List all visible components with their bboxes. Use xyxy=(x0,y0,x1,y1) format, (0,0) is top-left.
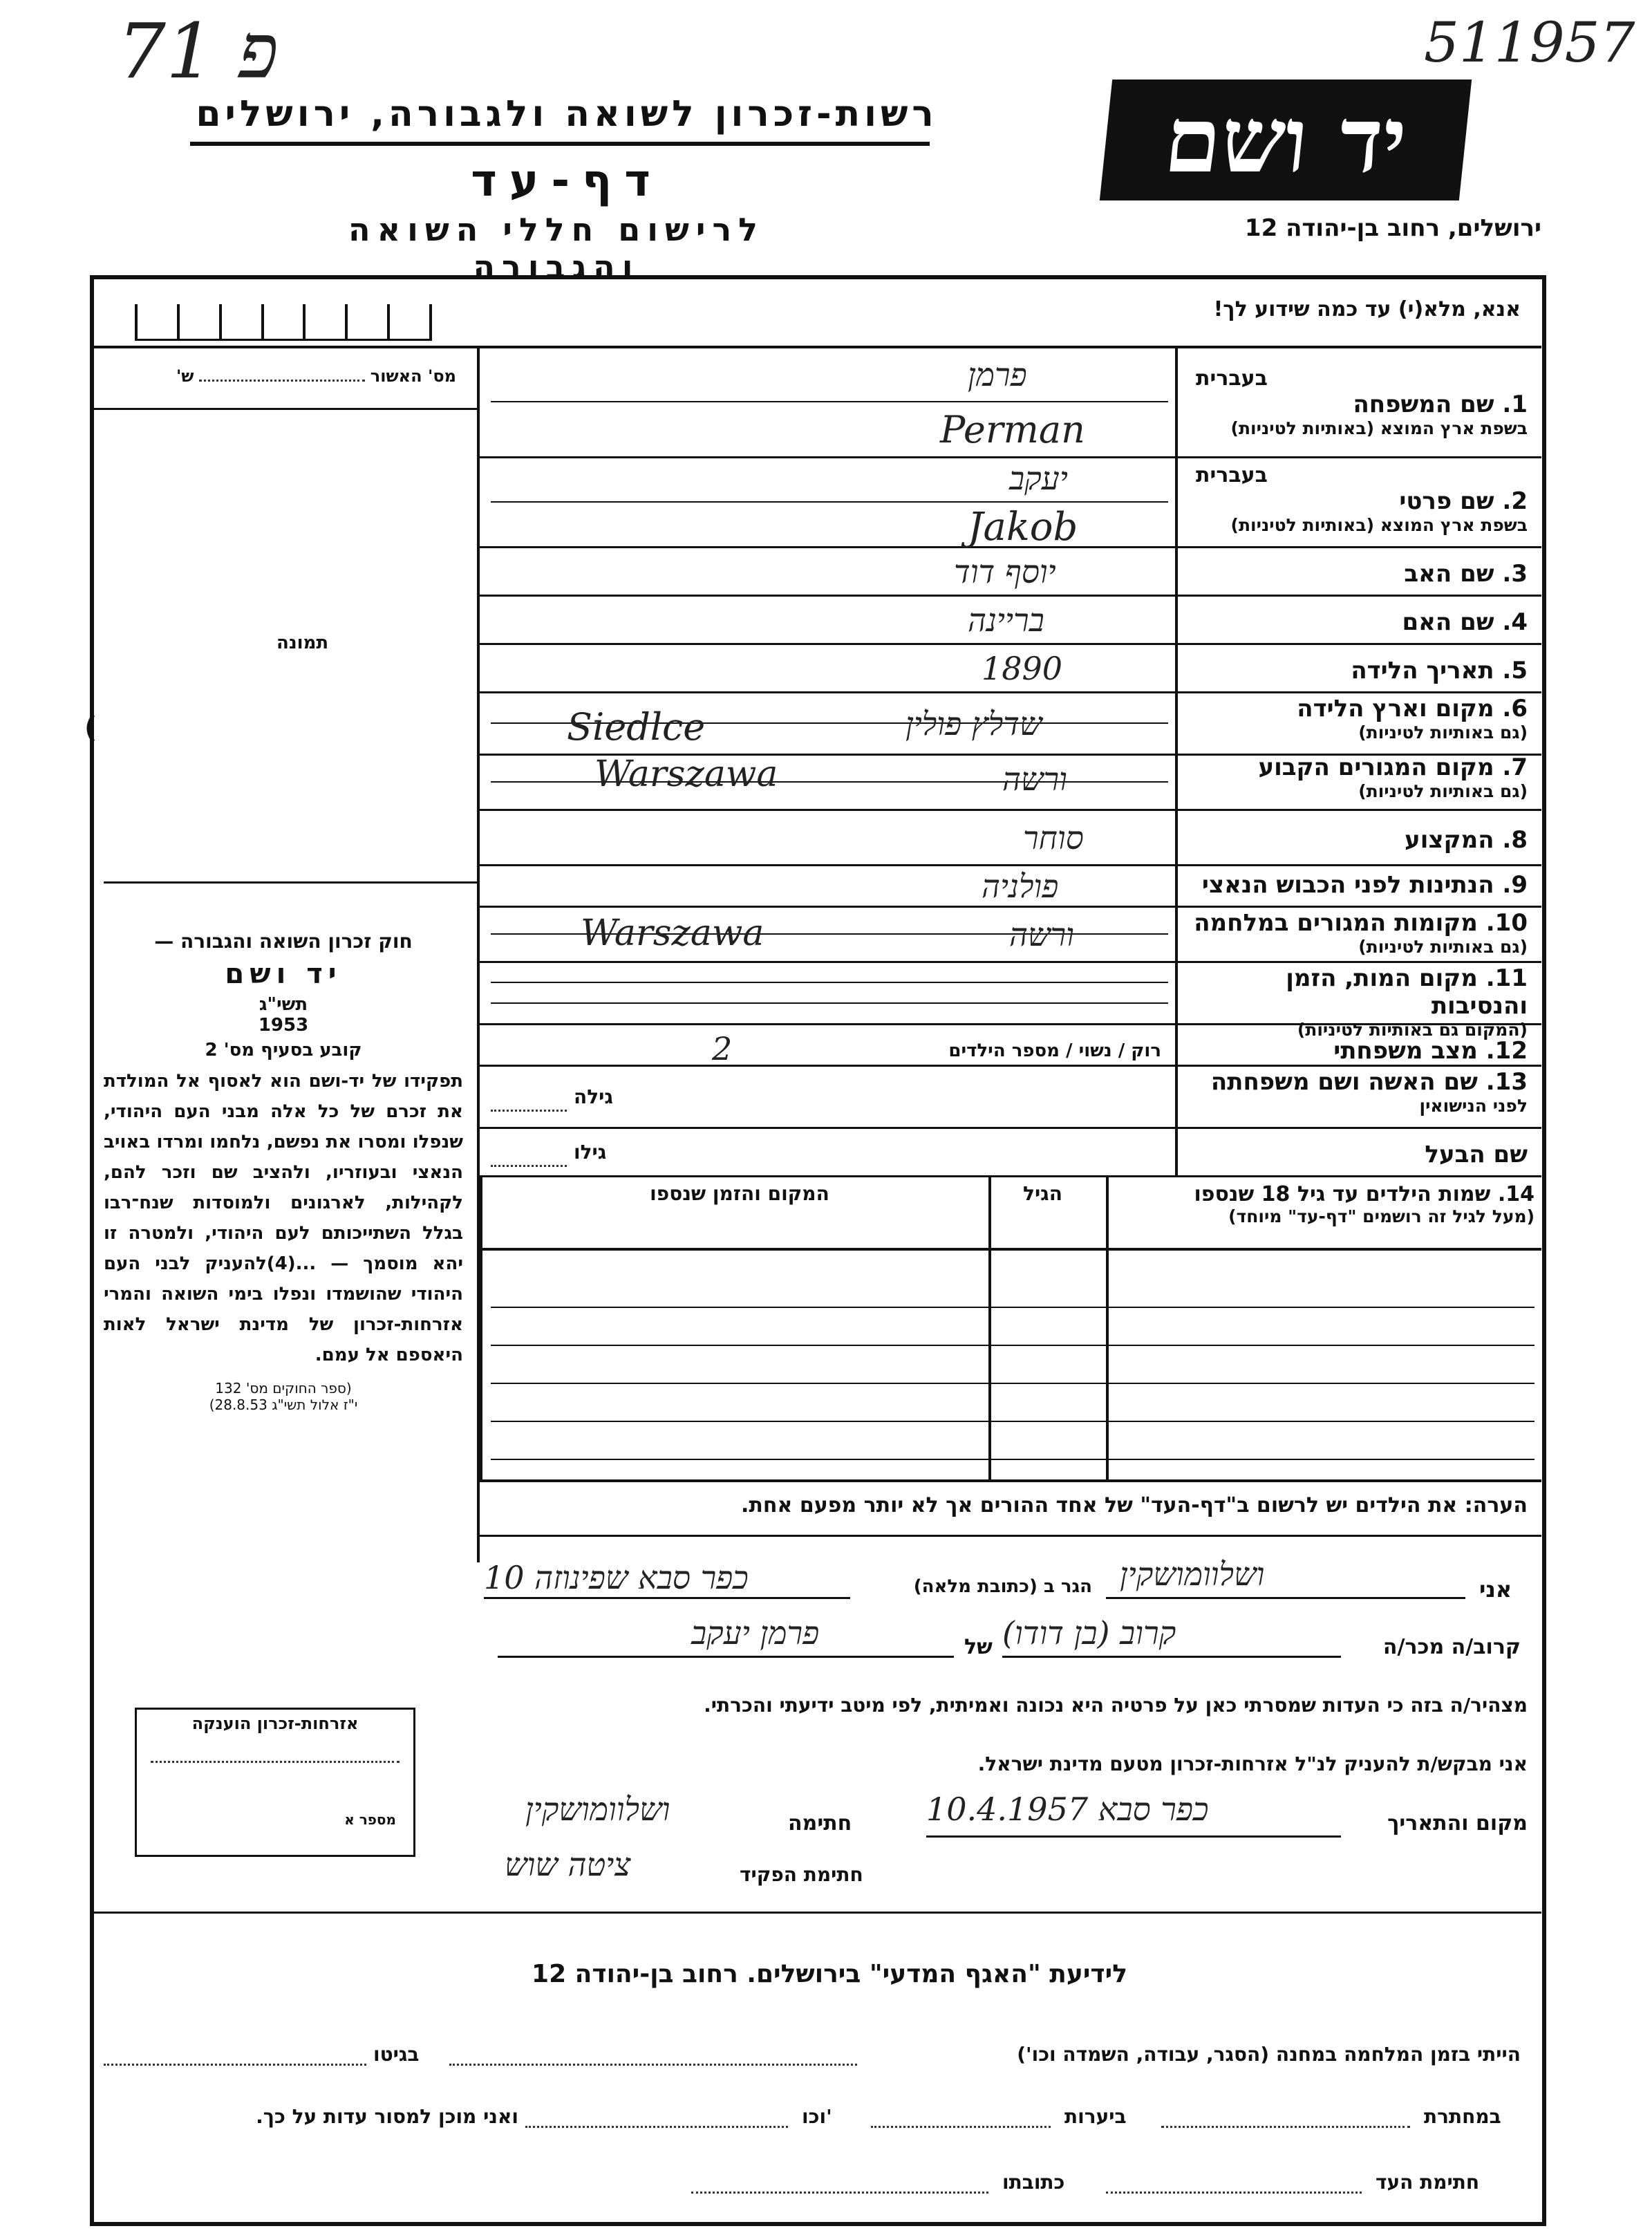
official-signature-label: חתימת הפקיד xyxy=(740,1863,863,1886)
approval-label: מס' האשור xyxy=(370,366,456,386)
field-10-num: 10. xyxy=(1485,909,1528,937)
field-13-label: שם האשה ושם משפחתה xyxy=(1210,1068,1478,1096)
field-1-value-he: פרמן xyxy=(968,356,1027,393)
remark xyxy=(498,1493,1528,1517)
law-year: 1953 xyxy=(258,1015,309,1036)
husband-age-label: גילו xyxy=(574,1141,607,1164)
field-6-label: מקום וארץ הלידה xyxy=(1297,695,1494,722)
field-11-label-block xyxy=(1182,964,1528,1040)
form-title: דף-עד xyxy=(471,156,663,207)
children-col-age: הגיל xyxy=(1023,1182,1062,1205)
law-year-he: תשי"ג xyxy=(259,994,308,1015)
field-9-label xyxy=(1182,871,1528,899)
approval-number-boxes xyxy=(135,304,432,341)
certificate-label: אזרחות-זכרון הוענקה xyxy=(191,1714,359,1733)
field-7-value-lat: Warszawa xyxy=(594,754,778,795)
field-11-num: 11. xyxy=(1485,964,1528,992)
marital-options: רוק / נשוי / מספר הילדים xyxy=(948,1040,1161,1061)
certificate-number: מספר א xyxy=(344,1811,396,1828)
form-subtitle: לרישום חללי השואה והגבורה xyxy=(348,211,764,286)
field-2-sub: בשפת ארץ המוצא (באותיות לטיניות) xyxy=(1230,515,1528,535)
field-6-sub: (גם באותיות לטיניות) xyxy=(1358,722,1528,742)
field-10-label: מקומות המגורים במלחמה xyxy=(1194,909,1478,937)
field-1-label: שם המשפחה xyxy=(1353,391,1494,418)
children-count-value: 2 xyxy=(712,1030,733,1067)
footer-forests: ביערות xyxy=(1064,2105,1127,2128)
children-note: (מעל לגיל זה רושמים "דף-עד" מיוחד) xyxy=(1228,1206,1534,1226)
field-5-num: 5. xyxy=(1502,657,1528,684)
field-7-label-block xyxy=(1182,754,1528,801)
decl-i: אני xyxy=(1479,1576,1512,1603)
field-10-label-block xyxy=(1182,909,1528,957)
field-1-num: 1. xyxy=(1502,391,1528,418)
field-5-value: 1890 xyxy=(982,650,1063,687)
approval-line xyxy=(138,366,456,386)
husband-label: שם הבעל xyxy=(1425,1141,1528,1168)
field-8-value: סוחר xyxy=(1023,819,1084,857)
field-7-label: מקום המגורים הקבוע xyxy=(1258,754,1494,781)
field-2-value-he: יעקב xyxy=(1009,460,1068,497)
law-title: חוק זכרון השואה והגבורה — xyxy=(154,930,413,953)
decl-resident-label: הגר ב (כתובת מלאה) xyxy=(913,1576,1092,1597)
field-12-num: 12. xyxy=(1485,1037,1528,1065)
decl-relation-value: קרוב (בן דודו) xyxy=(1002,1614,1176,1652)
field-10-value-lat: Warszawa xyxy=(581,913,764,954)
field-2-label-block xyxy=(1182,463,1528,535)
field-8-label xyxy=(1182,826,1528,854)
field-2-num: 2. xyxy=(1502,487,1528,515)
field-8-num: 8. xyxy=(1502,826,1528,854)
field-4-label xyxy=(1182,608,1528,636)
field-4-num: 4. xyxy=(1502,608,1528,636)
address: ירושלים, רחוב בן-יהודה 12 xyxy=(1244,214,1541,242)
footer-witness-signature: חתימת העד xyxy=(1376,2171,1480,2194)
field-9-num: 9. xyxy=(1502,871,1528,899)
field-10-sub: (גם באותיות לטיניות) xyxy=(1358,937,1528,957)
field-7-num: 7. xyxy=(1502,754,1528,781)
field-10-value-he: ורשה xyxy=(1009,916,1074,953)
signature-label: חתימה xyxy=(788,1811,852,1835)
decl-name: ושלוומושקין xyxy=(1120,1555,1265,1593)
field-12-label xyxy=(1182,1037,1528,1065)
field-8-label-text: המקצוע xyxy=(1405,826,1494,854)
intro: אנא, מלא(י) עד כמה שידוע לך! xyxy=(1213,297,1521,321)
field-3-label xyxy=(1182,560,1528,588)
children-header xyxy=(1113,1182,1534,1226)
footer-line1: הייתי בזמן המלחמה במחנה (הסגר, עבודה, השמדה וכו') xyxy=(1017,2043,1521,2066)
decl-of: של xyxy=(964,1635,993,1659)
field-13-label-block xyxy=(1182,1068,1528,1116)
yad-vashem-logo xyxy=(1100,80,1472,200)
signature-value: ושלוומושקין xyxy=(525,1791,670,1828)
field-6-value-he: שדלץ פולין xyxy=(905,705,1042,742)
field-3-label-text: שם האב xyxy=(1404,560,1494,588)
official-signature-value: ציטה שוש xyxy=(505,1846,631,1883)
footer-ghetto: בגיטו xyxy=(373,2043,420,2066)
handwritten-file-number: 511957 xyxy=(1424,10,1635,75)
law-box xyxy=(104,930,463,1413)
wife-age-label: גילה xyxy=(574,1085,613,1108)
footer-etc: וכו' xyxy=(802,2105,832,2128)
field-3-value: יוסף דוד xyxy=(954,553,1056,590)
field-6-value-lat: Siedlce xyxy=(567,705,706,749)
field-12-label-text: מצב משפחתי xyxy=(1333,1037,1478,1065)
decl-of-value: פרמן יעקב xyxy=(691,1614,820,1652)
children-title: שמות הילדים עד גיל 18 שנספו xyxy=(1194,1182,1491,1206)
field-5-label xyxy=(1182,657,1528,684)
field-4-label-text: שם האם xyxy=(1402,608,1494,636)
logo-text: יד ושם xyxy=(1159,87,1412,193)
remark-label: הערה: xyxy=(1464,1493,1528,1517)
place-date-label: מקום והתאריך xyxy=(1387,1811,1528,1835)
certificate-box xyxy=(135,1708,415,1857)
footer-address: כתובתו xyxy=(1002,2171,1065,2194)
decl-address: כפר סבא שפינוזה 10 xyxy=(484,1559,749,1596)
field-6-label-block xyxy=(1182,695,1528,742)
decl-relation-label: קרוב/ה מכר/ה xyxy=(1382,1635,1521,1659)
field-13-num: 13. xyxy=(1485,1068,1528,1096)
field-2-label: שם פרטי xyxy=(1399,487,1494,515)
field-2-hebrew-tag: בעברית xyxy=(1196,463,1268,487)
decl-request: אני מבקש/ת להעניק לנ"ל אזרחות-זכרון מטעם מדינת ישראל. xyxy=(977,1753,1528,1775)
field-11-sub: (המקום גם באותיות לטיניות) xyxy=(1297,1020,1528,1040)
field-6-num: 6. xyxy=(1502,695,1528,722)
children-col-place: המקום והזמן שנספו xyxy=(650,1182,829,1205)
org-line: רשות-זכרון לשואה ולגבורה, ירושלים xyxy=(196,93,938,135)
approval-suffix: ש' xyxy=(176,366,194,386)
footer-title: לידיעת "האגף המדעי" בירושלים. רחוב בן-יהודה 12 xyxy=(532,1960,1127,1988)
law-ref2: י"ז אלול תשי"ג 28.8.53) xyxy=(209,1396,358,1413)
law-text: תפקידו של יד-ושם הוא לאסוף אל המולדת את זכרם של כל אלה מבני העם היהודי, שנפלו ומסרו את נפשם, נלחמו ומרדו באויב הנאצי ובעוזריו, ולהציב שם וזכר להם, לקהילות, לארגונים ולמוסדות שנח־רבו בגלל השתייכותם לעם היהודי, ולמטרה זו יהא מוסמך — ...(4)להעניק לבני העם היהודי שהושמדו ונפלו בימי השואה והמרי אזרחות-זכרון של מדינת ישראל לאות היאספם אל עמם. xyxy=(104,1071,463,1365)
field-1-hebrew-tag: בעברית xyxy=(1196,366,1268,391)
field-5-label-text: תאריך הלידה xyxy=(1351,657,1494,684)
decl-statement: מצהיר/ה בזה כי העדות שמסרתי כאן על פרטיה היא נכונה ואמיתית, לפי מיטב ידיעתי והכרתי. xyxy=(704,1694,1528,1717)
corner-handwritten-number: פ 71 xyxy=(118,7,279,95)
field-7-value-he: ורשה xyxy=(1002,760,1067,798)
law-ref1: (ספר החוקים מס' 132 xyxy=(215,1380,352,1396)
field-2-value-lat: Jakob xyxy=(968,505,1078,550)
field-13-sub: לפני הנישואין xyxy=(1419,1096,1528,1116)
children-num: 14. xyxy=(1497,1182,1534,1206)
footer-testimony: ואני מוכן למסור עדות על כך. xyxy=(256,2105,518,2128)
field-9-label-text: הנתינות לפני הכבוש הנאצי xyxy=(1201,871,1494,899)
field-3-num: 3. xyxy=(1502,560,1528,588)
photo-bracket: ( xyxy=(84,712,97,744)
field-1-sub: בשפת ארץ המוצא (באותיות לטיניות) xyxy=(1230,418,1528,438)
field-1-label-block xyxy=(1182,366,1528,438)
law-clause: קובע בסעיף מס' 2 xyxy=(205,1040,362,1061)
law-org: יד ושם xyxy=(225,958,342,990)
field-7-sub: (גם באותיות לטיניות) xyxy=(1358,781,1528,801)
field-9-value: פולניה xyxy=(982,868,1059,905)
footer-underground: במחתרת xyxy=(1424,2105,1501,2128)
field-11-label: מקום המות, הזמן והנסיבות xyxy=(1286,964,1528,1020)
remark-text: את הילדים יש לרשום ב"דף-העד" של אחד ההורים אך לא יותר מפעם אחת. xyxy=(741,1493,1458,1517)
photo-label: תמונה xyxy=(276,633,329,653)
field-1-value-lat: Perman xyxy=(940,408,1085,451)
place-date-value: כפר סבא 10.4.1957 xyxy=(926,1791,1209,1828)
field-4-value: בריינה xyxy=(968,601,1044,639)
